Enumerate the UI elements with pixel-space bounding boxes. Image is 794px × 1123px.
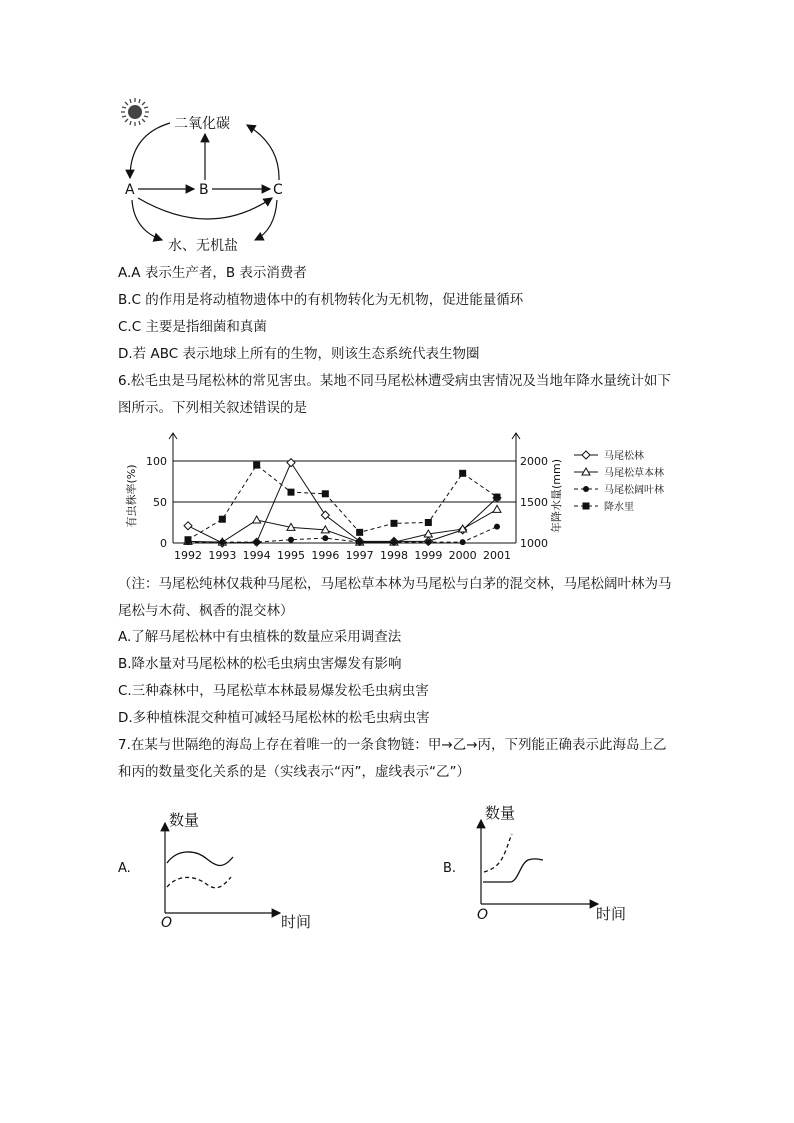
legend-label-3: 降水里 [604, 502, 634, 513]
q5-option-c: C.C 主要是指细菌和真菌 [118, 319, 267, 335]
graph-a-solid-curve [167, 852, 233, 866]
graph-a-ylabel: 数量 [169, 811, 200, 829]
series-point-2 [288, 537, 294, 543]
x-tick-label: 1995 [277, 549, 305, 562]
co2-label: 二氧化碳 [174, 116, 230, 132]
y-tick-label: 50 [153, 496, 167, 509]
legend-marker-0 [582, 451, 590, 459]
series-point-1 [493, 505, 501, 512]
graph-b-xlabel: 时间 [596, 905, 627, 923]
graph-a-option-label: A. [118, 861, 131, 876]
graph-b [440, 798, 640, 933]
series-point-2 [391, 539, 397, 545]
series-point-3 [253, 462, 260, 469]
sun-icon [121, 98, 149, 126]
water-label: 水、无机盐 [168, 238, 238, 254]
series-point-3 [219, 516, 226, 523]
pest-rainfall-chart [118, 428, 678, 568]
q6-option-c: C.三种森林中，马尾松草本林最易爆发松毛虫病虫害 [118, 683, 429, 699]
q7-stem: 7.在某与世隔绝的海岛上存在着唯一的一条食物链：甲→乙→丙，下列能正确表示此海岛上乙和丙的数量变化关系的是（实线表示“丙”，虚线表示“乙”） [118, 737, 667, 780]
graph-a-dashed-curve [167, 877, 231, 888]
x-tick-label: 2001 [483, 549, 511, 562]
graph-a-xlabel: 时间 [281, 913, 312, 931]
y2-axis-label: 年降水量(mm) [550, 458, 563, 534]
x-tick-label: 1993 [208, 549, 237, 562]
graph-b-option-label: B. [443, 861, 457, 876]
x-tick-label: 1999 [414, 549, 443, 562]
y2-tick-label: 1000 [520, 537, 548, 550]
legend-label-2: 马尾松阔叶林 [604, 485, 664, 496]
q6-option-b: B.降水量对马尾松林的松毛虫病虫害爆发有影响 [118, 656, 402, 672]
node-c: C [273, 182, 283, 198]
x-tick-label: 1997 [345, 549, 374, 562]
legend-marker-3 [583, 503, 590, 510]
graph-b-origin: O [477, 907, 489, 923]
graph-b-dashed-curve [484, 834, 512, 872]
series-point-2 [357, 539, 363, 545]
q6-note: （注：马尾松纯林仅栽种马尾松，马尾松草本林为马尾松与白茅的混交林，马尾松阔叶林为马尾松与木荷、枫香的混交林） [118, 576, 672, 619]
legend-label-1: 马尾松草本林 [604, 468, 664, 479]
series-point-3 [425, 519, 432, 526]
y-axis-label: 有虫株率(%) [125, 464, 138, 528]
graph-b-ylabel: 数量 [485, 804, 516, 822]
series-point-0 [184, 522, 192, 530]
series-point-2 [322, 535, 328, 541]
series-point-3 [356, 529, 363, 536]
x-tick-label: 1994 [242, 549, 271, 562]
graph-a [115, 805, 330, 940]
x-tick-label: 1996 [311, 549, 340, 562]
q6-option-d: D.多种植株混交种植可减轻马尾松林的松毛虫病虫害 [118, 710, 430, 726]
series-point-0 [287, 459, 295, 467]
legend-marker-2 [583, 486, 589, 492]
y-tick-label: 100 [146, 455, 167, 468]
x-tick-label: 1998 [380, 549, 408, 562]
node-a: A [125, 182, 135, 198]
series-point-3 [459, 470, 466, 477]
q5-option-d: D.若 ABC 表示地球上所有的生物，则该生态系统代表生物圈 [118, 346, 480, 362]
series-point-0 [321, 511, 329, 519]
cycle-diagram [110, 90, 310, 260]
series-point-2 [460, 539, 466, 545]
q6-stem: 6.松毛虫是马尾松林的常见害虫。某地不同马尾松林遭受病虫害情况及当地年降水量统计如下图所示。下列相关叙述错误的是 [118, 373, 671, 416]
q5-option-a: A.A 表示生产者，B 表示消费者 [118, 265, 307, 281]
y-tick-label: 0 [160, 537, 167, 550]
series-point-3 [494, 494, 501, 501]
series-point-2 [254, 539, 260, 545]
graph-a-origin: O [161, 915, 173, 931]
y2-tick-label: 1500 [520, 496, 548, 509]
series-point-3 [185, 536, 192, 543]
x-tick-label: 2000 [448, 549, 477, 562]
series-point-2 [425, 539, 431, 545]
q5-option-b: B.C 的作用是将动植物遗体中的有机物转化为无机物，促进能量循环 [118, 292, 524, 308]
q6-option-a: A.了解马尾松林中有虫植株的数量应采用调查法 [118, 629, 402, 645]
series-line-1 [188, 509, 497, 542]
node-b: B [199, 182, 209, 198]
legend-label-0: 马尾松林 [604, 451, 644, 462]
graph-b-solid-curve [483, 859, 543, 882]
series-point-2 [219, 539, 225, 545]
series-point-1 [253, 516, 261, 523]
x-tick-label: 1992 [174, 549, 202, 562]
series-point-2 [494, 524, 500, 530]
series-point-3 [391, 520, 398, 527]
y2-tick-label: 2000 [520, 455, 548, 468]
series-point-3 [322, 490, 329, 497]
series-point-3 [288, 489, 295, 496]
